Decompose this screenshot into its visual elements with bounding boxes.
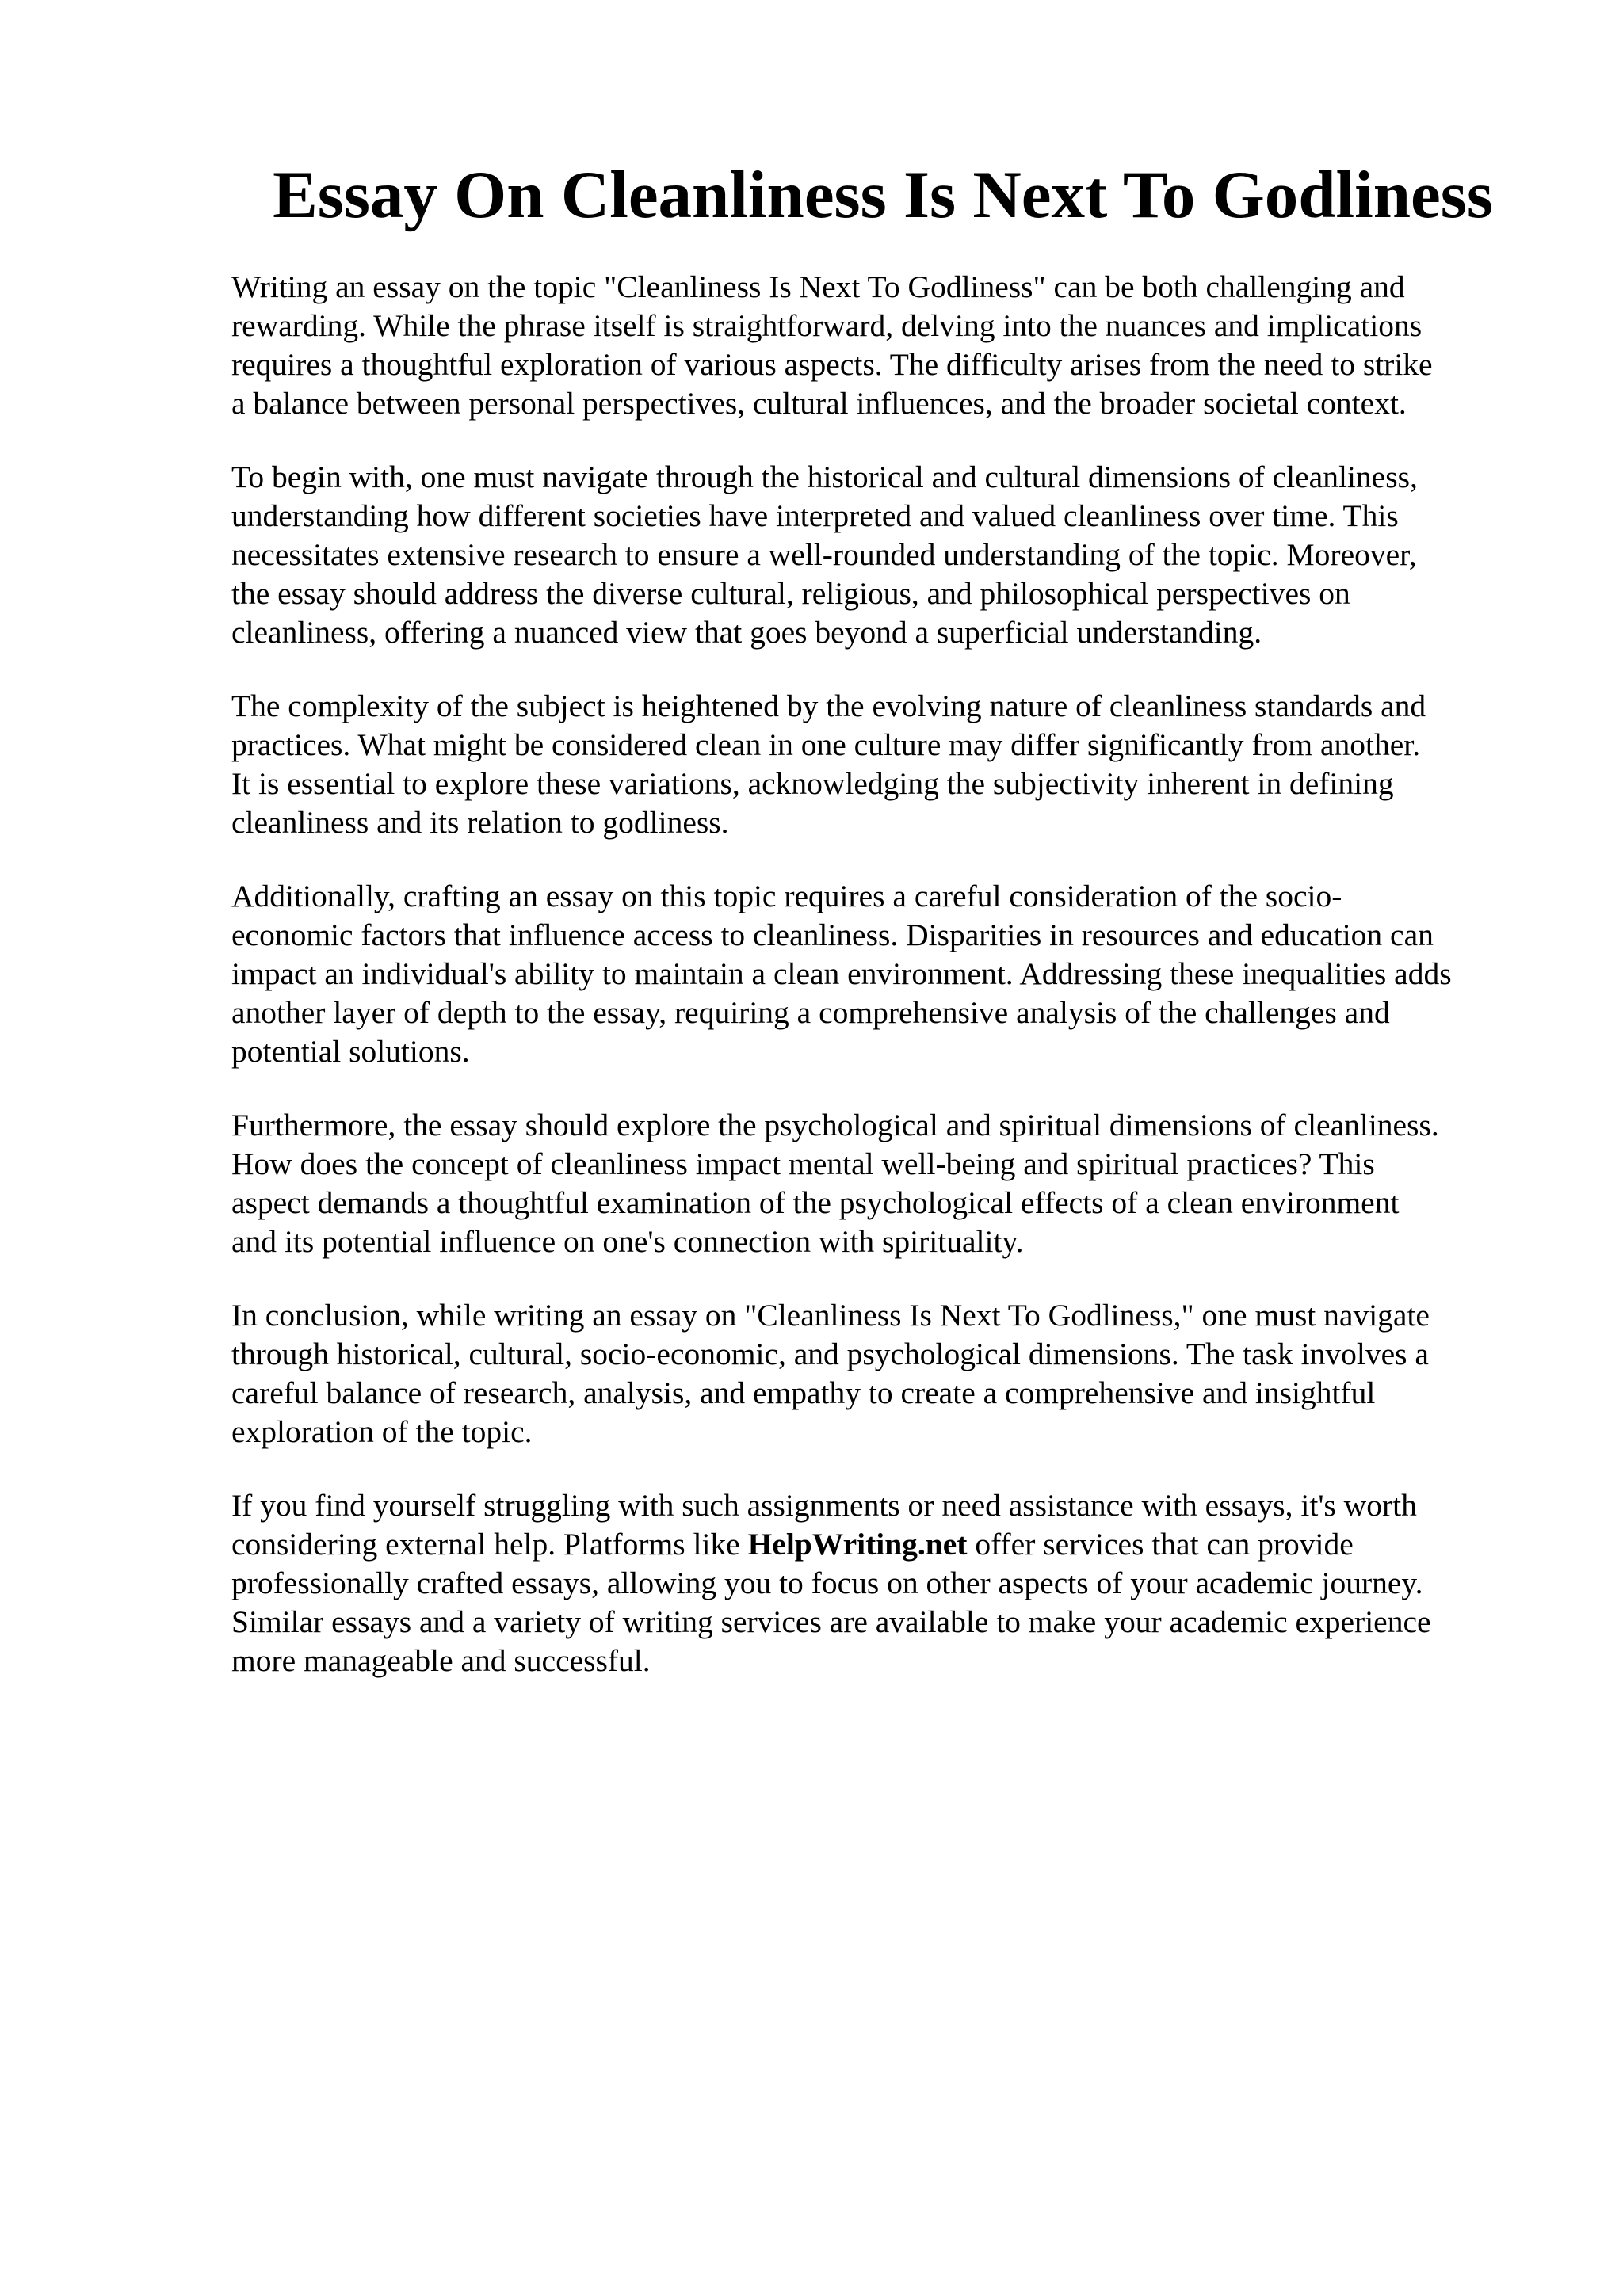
paragraph-3: [231, 687, 1531, 842]
text-line: Similar essays and a variety of writing services are available to make your academic experience: [231, 1604, 1431, 1639]
text-line-with-link: [231, 1525, 1531, 1564]
text-line: economic factors that influence access to cleanliness. Disparities in resources and education can: [231, 917, 1434, 952]
text-line: rewarding. While the phrase itself is straightforward, delving into the nuances and implications: [231, 308, 1423, 343]
text-line: How does the concept of cleanliness impact mental well-being and spiritual practices? This: [231, 1146, 1375, 1181]
closing-paragraph: [231, 1486, 1531, 1680]
text-line: In conclusion, while writing an essay on "Cleanliness Is Next To Godliness," one must navigate: [231, 1298, 1430, 1333]
text-line: more manageable and successful.: [231, 1643, 651, 1678]
page-title: Essay On Cleanliness Is Next To Godliness: [273, 158, 1493, 232]
text-line: potential solutions.: [231, 1034, 470, 1069]
paragraph-1: [231, 268, 1531, 423]
text-line: To begin with, one must navigate through the historical and cultural dimensions of cleanliness,: [231, 460, 1418, 494]
text-fragment: offer services that can provide: [967, 1527, 1354, 1562]
paragraph-2: [231, 458, 1531, 652]
text-fragment: considering external help. Platforms like: [231, 1527, 748, 1562]
text-line: necessitates extensive research to ensure a well-rounded understanding of the topic. Moreover,: [231, 537, 1417, 572]
text-line: practices. What might be considered clean in one culture may differ significantly from another.: [231, 727, 1421, 762]
paragraph-5: [231, 1106, 1531, 1261]
text-line: another layer of depth to the essay, requiring a comprehensive analysis of the challenges and: [231, 995, 1390, 1030]
text-line: a balance between personal perspectives, cultural influences, and the broader societal context.: [231, 386, 1407, 421]
text-line: and its potential influence on one's connection with spirituality.: [231, 1224, 1024, 1259]
text-line: The complexity of the subject is heightened by the evolving nature of cleanliness standards and: [231, 688, 1426, 723]
text-line: understanding how different societies have interpreted and valued cleanliness over time. This: [231, 498, 1399, 533]
text-line: cleanliness, offering a nuanced view that goes beyond a superficial understanding.: [231, 615, 1262, 650]
essay-body: [231, 268, 1531, 1715]
text-line: aspect demands a thoughtful examination of the psychological effects of a clean environment: [231, 1185, 1400, 1220]
text-line: exploration of the topic.: [231, 1414, 533, 1449]
paragraph-4: [231, 877, 1531, 1071]
text-line: impact an individual's ability to maintain a clean environment. Addressing these inequalities adds: [231, 956, 1452, 991]
text-line: Additionally, crafting an essay on this topic requires a careful consideration of the socio-: [231, 879, 1342, 913]
text-line: It is essential to explore these variations, acknowledging the subjectivity inherent in defining: [231, 766, 1394, 801]
helpwriting-link[interactable]: HelpWriting.net: [747, 1527, 968, 1562]
text-line: the essay should address the diverse cultural, religious, and philosophical perspectives on: [231, 576, 1350, 611]
text-line: professionally crafted essays, allowing you to focus on other aspects of your academic journey.: [231, 1566, 1423, 1600]
text-line: through historical, cultural, socio-economic, and psychological dimensions. The task involves a: [231, 1337, 1429, 1371]
text-line: cleanliness and its relation to godliness.: [231, 805, 729, 840]
text-line: Furthermore, the essay should explore the psychological and spiritual dimensions of cleanliness.: [231, 1108, 1439, 1142]
text-line: requires a thoughtful exploration of various aspects. The difficulty arises from the need to strike: [231, 347, 1433, 382]
text-line: If you find yourself struggling with such assignments or need assistance with essays, it's worth: [231, 1488, 1417, 1523]
paragraph-6: [231, 1296, 1531, 1451]
text-line: Writing an essay on the topic "Cleanliness Is Next To Godliness" can be both challenging and: [231, 269, 1405, 304]
text-line: careful balance of research, analysis, and empathy to create a comprehensive and insightful: [231, 1375, 1376, 1410]
